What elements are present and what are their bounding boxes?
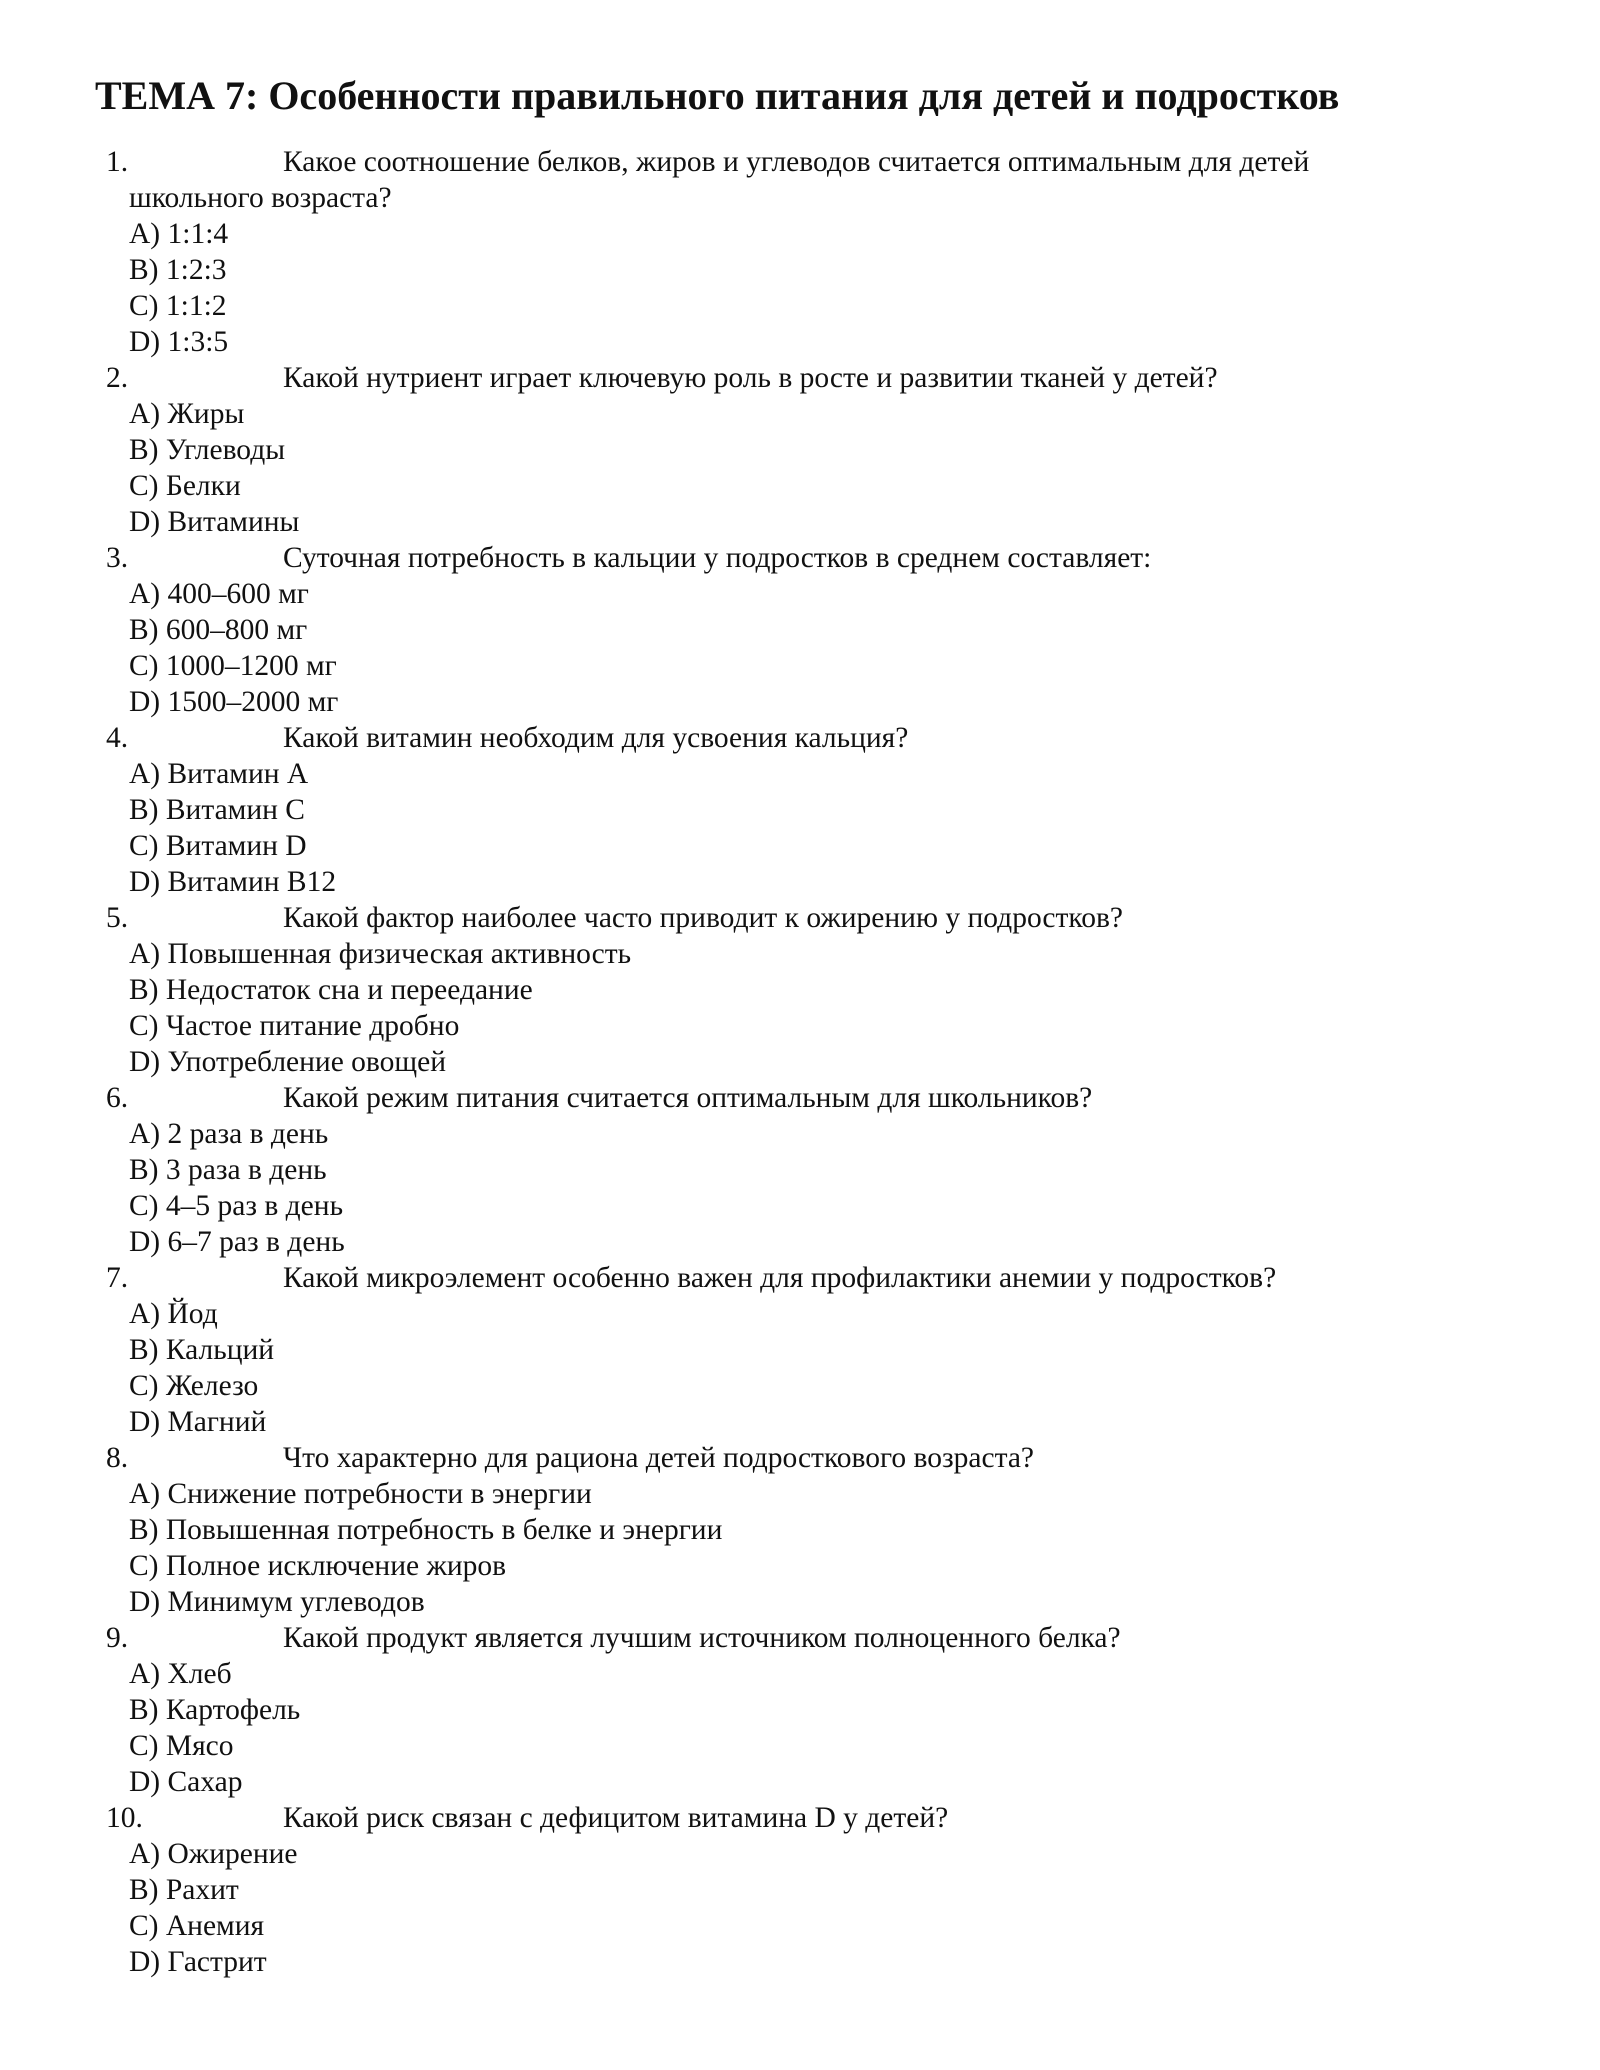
answer-option	[0, 1332, 1600, 1368]
question-text: Какой нутриент играет ключевую роль в росте и развитии тканей у детей?	[283, 362, 1218, 394]
answer-option-text: D) 1500–2000 мг	[129, 686, 339, 718]
answer-option	[0, 1224, 1600, 1260]
answer-option-text: A) 2 раза в день	[129, 1118, 329, 1150]
answer-option-text: D) Минимум углеводов	[129, 1586, 425, 1618]
question-line	[0, 720, 1600, 756]
answer-option-text: D) Витамины	[129, 506, 300, 538]
answer-option-text: D) 6–7 раз в день	[129, 1226, 345, 1258]
answer-option	[0, 972, 1600, 1008]
answer-option-text: D) Употребление овощей	[129, 1046, 446, 1078]
question-text: Суточная потребность в кальции у подростков в среднем составляет:	[283, 542, 1152, 574]
answer-option-text: B) Недостаток сна и переедание	[129, 974, 533, 1006]
answer-option	[0, 1404, 1600, 1440]
answer-option-text: C) Частое питание дробно	[129, 1010, 460, 1042]
answer-option	[0, 1476, 1600, 1512]
answer-option-text: D) 1:3:5	[129, 326, 229, 358]
answer-option-text: C) Мясо	[129, 1730, 234, 1762]
answer-option-text: A) Ожирение	[129, 1838, 298, 1870]
answer-option	[0, 288, 1600, 324]
answer-option-text: C) Витамин D	[129, 830, 307, 862]
answer-option	[0, 1368, 1600, 1404]
answer-option-text: A) Снижение потребности в энергии	[129, 1478, 592, 1510]
question-line	[0, 900, 1600, 936]
question-line	[0, 1800, 1600, 1836]
question-number: 4.	[106, 722, 129, 754]
question-text: Какой риск связан с дефицитом витамина D у детей?	[283, 1802, 949, 1834]
question-number: 2.	[106, 362, 129, 394]
question-text: Какой режим питания считается оптимальным для школьников?	[283, 1082, 1093, 1114]
question-list	[0, 144, 1600, 1980]
question-number: 8.	[106, 1442, 129, 1474]
answer-option	[0, 1008, 1600, 1044]
answer-option	[0, 504, 1600, 540]
answer-option-text: D) Сахар	[129, 1766, 243, 1798]
answer-option	[0, 1044, 1600, 1080]
answer-option	[0, 1944, 1600, 1980]
question-text: Какой продукт является лучшим источником полноценного белка?	[283, 1622, 1121, 1654]
answer-option	[0, 1584, 1600, 1620]
question-line	[0, 1260, 1600, 1296]
answer-option-text: C) 4–5 раз в день	[129, 1190, 344, 1222]
answer-option-text: C) Полное исключение жиров	[129, 1550, 507, 1582]
answer-option	[0, 684, 1600, 720]
answer-option-text: B) Картофель	[129, 1694, 301, 1726]
question-number: 7.	[106, 1262, 129, 1294]
answer-option	[0, 1872, 1600, 1908]
answer-option	[0, 1548, 1600, 1584]
answer-option	[0, 1512, 1600, 1548]
answer-option	[0, 1296, 1600, 1332]
question-number: 9.	[106, 1622, 129, 1654]
question-text: Какой витамин необходим для усвоения кальция?	[283, 722, 909, 754]
question-line	[0, 1080, 1600, 1116]
answer-option	[0, 468, 1600, 504]
question-text: Какой фактор наиболее часто приводит к ожирению у подростков?	[283, 902, 1124, 934]
answer-option	[0, 1116, 1600, 1152]
answer-option-text: A) Хлеб	[129, 1658, 232, 1690]
question-line	[0, 1440, 1600, 1476]
question-line	[0, 540, 1600, 576]
answer-option	[0, 432, 1600, 468]
question-line	[0, 360, 1600, 396]
answer-option	[0, 936, 1600, 972]
answer-option	[0, 1728, 1600, 1764]
question-number: 6.	[106, 1082, 129, 1114]
answer-option	[0, 324, 1600, 360]
question-number: 1.	[106, 146, 129, 178]
answer-option-text: A) 400–600 мг	[129, 578, 309, 610]
answer-option-text: B) Рахит	[129, 1874, 239, 1906]
answer-option-text: A) Повышенная физическая активность	[129, 938, 632, 970]
page-title: ТЕМА 7: Особенности правильного питания для детей и подростков	[95, 73, 1340, 118]
answer-option	[0, 792, 1600, 828]
answer-option	[0, 864, 1600, 900]
answer-option	[0, 1188, 1600, 1224]
answer-option	[0, 252, 1600, 288]
question-number: 5.	[106, 902, 129, 934]
answer-option	[0, 828, 1600, 864]
answer-option-text: C) Железо	[129, 1370, 259, 1402]
answer-option-text: B) 3 раза в день	[129, 1154, 327, 1186]
question-number: 10.	[106, 1802, 143, 1834]
answer-option	[0, 1836, 1600, 1872]
question-text: Какой микроэлемент особенно важен для профилактики анемии у подростков?	[283, 1262, 1277, 1294]
answer-option-text: B) Углеводы	[129, 434, 286, 466]
question-text: Какое соотношение белков, жиров и углеводов считается оптимальным для детей	[283, 146, 1310, 178]
answer-option	[0, 648, 1600, 684]
question-text-continuation-line	[0, 180, 1600, 216]
answer-option-text: D) Витамин B12	[129, 866, 337, 898]
answer-option	[0, 576, 1600, 612]
answer-option-text: D) Магний	[129, 1406, 267, 1438]
answer-option	[0, 1152, 1600, 1188]
answer-option-text: B) Витамин C	[129, 794, 305, 826]
answer-option-text: C) Анемия	[129, 1910, 265, 1942]
answer-option	[0, 1908, 1600, 1944]
answer-option	[0, 612, 1600, 648]
answer-option-text: B) 1:2:3	[129, 254, 227, 286]
question-text: Что характерно для рациона детей подросткового возраста?	[283, 1442, 1035, 1474]
answer-option	[0, 1656, 1600, 1692]
answer-option-text: A) Жиры	[129, 398, 245, 430]
answer-option-text: D) Гастрит	[129, 1946, 267, 1978]
answer-option	[0, 1764, 1600, 1800]
question-number: 3.	[106, 542, 129, 574]
question-line	[0, 144, 1600, 180]
answer-option	[0, 1692, 1600, 1728]
answer-option	[0, 756, 1600, 792]
answer-option-text: B) Повышенная потребность в белке и энергии	[129, 1514, 723, 1546]
answer-option	[0, 396, 1600, 432]
answer-option-text: B) Кальций	[129, 1334, 275, 1366]
answer-option-text: C) 1:1:2	[129, 290, 227, 322]
answer-option	[0, 216, 1600, 252]
question-text-continuation: школьного возраста?	[129, 182, 392, 214]
answer-option-text: B) 600–800 мг	[129, 614, 308, 646]
answer-option-text: A) Витамин A	[129, 758, 309, 790]
answer-option-text: A) 1:1:4	[129, 218, 229, 250]
answer-option-text: C) 1000–1200 мг	[129, 650, 337, 682]
answer-option-text: C) Белки	[129, 470, 241, 502]
question-line	[0, 1620, 1600, 1656]
answer-option-text: A) Йод	[129, 1298, 218, 1330]
